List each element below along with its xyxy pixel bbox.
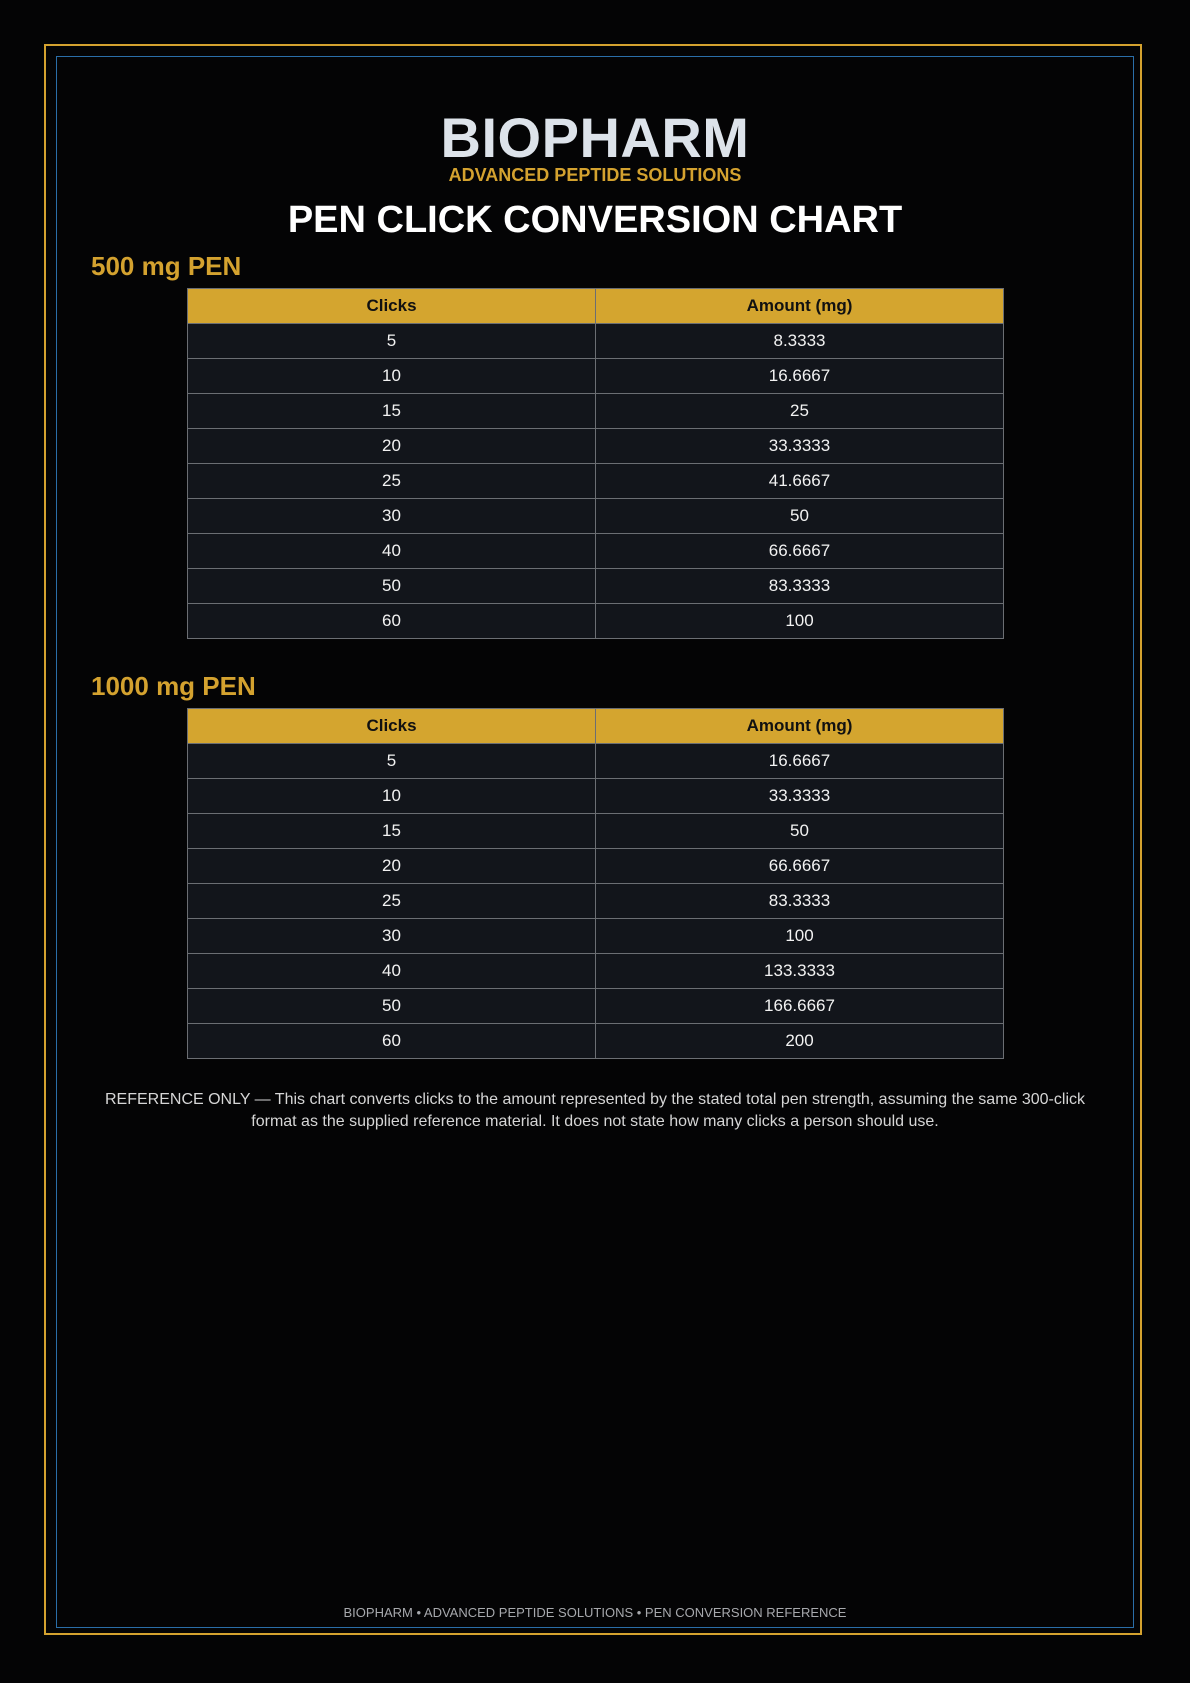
table-row [188, 919, 1004, 954]
amount-cell: 41.6667 [596, 464, 1004, 499]
table-row [188, 499, 1004, 534]
table-row [188, 394, 1004, 429]
amount-cell: 16.6667 [596, 359, 1004, 394]
amount-cell: 33.3333 [596, 429, 1004, 464]
amount-cell: 100 [596, 919, 1004, 954]
clicks-cell: 5 [188, 744, 596, 779]
table-header-row [188, 289, 1004, 324]
table-header-row [188, 709, 1004, 744]
amount-cell: 16.6667 [596, 744, 1004, 779]
table-row [188, 464, 1004, 499]
brand-tagline: ADVANCED PEPTIDE SOLUTIONS [448, 165, 742, 185]
table-row [188, 1024, 1004, 1059]
clicks-cell: 25 [188, 884, 596, 919]
amount-cell: 25 [596, 394, 1004, 429]
clicks-cell: 5 [188, 324, 596, 359]
amount-cell: 33.3333 [596, 779, 1004, 814]
amount-cell: 8.3333 [596, 324, 1004, 359]
clicks-cell: 40 [188, 954, 596, 989]
amount-cell: 66.6667 [596, 849, 1004, 884]
clicks-cell: 60 [188, 1024, 596, 1059]
clicks-cell: 20 [188, 429, 596, 464]
table-row [188, 814, 1004, 849]
table-row [188, 534, 1004, 569]
table-row [188, 604, 1004, 639]
reference-note: REFERENCE ONLY — This chart converts clicks to the amount represented by the stated total pen strength, assuming the same 300-click format as the supplied reference material. It does not state how many clicks a person should use. [104, 1091, 1085, 1130]
clicks-cell: 30 [188, 499, 596, 534]
page-footer: BIOPHARM • ADVANCED PEPTIDE SOLUTIONS • PEN CONVERSION REFERENCE [343, 1605, 847, 1620]
clicks-cell: 25 [188, 464, 596, 499]
amount-cell: 66.6667 [596, 534, 1004, 569]
brand-title: BIOPHARM [440, 106, 750, 169]
clicks-cell: 15 [188, 814, 596, 849]
amount-cell: 133.3333 [596, 954, 1004, 989]
amount-cell: 200 [596, 1024, 1004, 1059]
amount-cell: 166.6667 [596, 989, 1004, 1024]
table-row [188, 989, 1004, 1024]
column-header-clicks: Clicks [188, 289, 596, 324]
amount-cell: 83.3333 [596, 884, 1004, 919]
column-header-clicks: Clicks [188, 709, 596, 744]
clicks-cell: 60 [188, 604, 596, 639]
conversion-table-1000mg [187, 708, 1004, 1059]
amount-cell: 50 [596, 814, 1004, 849]
page-title: PEN CLICK CONVERSION CHART [287, 199, 903, 241]
clicks-cell: 50 [188, 569, 596, 604]
clicks-cell: 40 [188, 534, 596, 569]
amount-cell: 83.3333 [596, 569, 1004, 604]
table-row [188, 954, 1004, 989]
table-row [188, 569, 1004, 604]
column-header-amount: Amount (mg) [596, 709, 1004, 744]
clicks-cell: 20 [188, 849, 596, 884]
section-heading-1000mg: 1000 mg PEN [91, 671, 256, 701]
table-row [188, 324, 1004, 359]
clicks-cell: 15 [188, 394, 596, 429]
clicks-cell: 10 [188, 359, 596, 394]
column-header-amount: Amount (mg) [596, 289, 1004, 324]
table-row [188, 779, 1004, 814]
table-row [188, 884, 1004, 919]
table-row [188, 744, 1004, 779]
clicks-cell: 30 [188, 919, 596, 954]
conversion-table-500mg [187, 288, 1004, 639]
amount-cell: 100 [596, 604, 1004, 639]
table-row [188, 429, 1004, 464]
amount-cell: 50 [596, 499, 1004, 534]
section-heading-500mg: 500 mg PEN [91, 251, 242, 281]
clicks-cell: 10 [188, 779, 596, 814]
table-row [188, 849, 1004, 884]
clicks-cell: 50 [188, 989, 596, 1024]
table-row [188, 359, 1004, 394]
